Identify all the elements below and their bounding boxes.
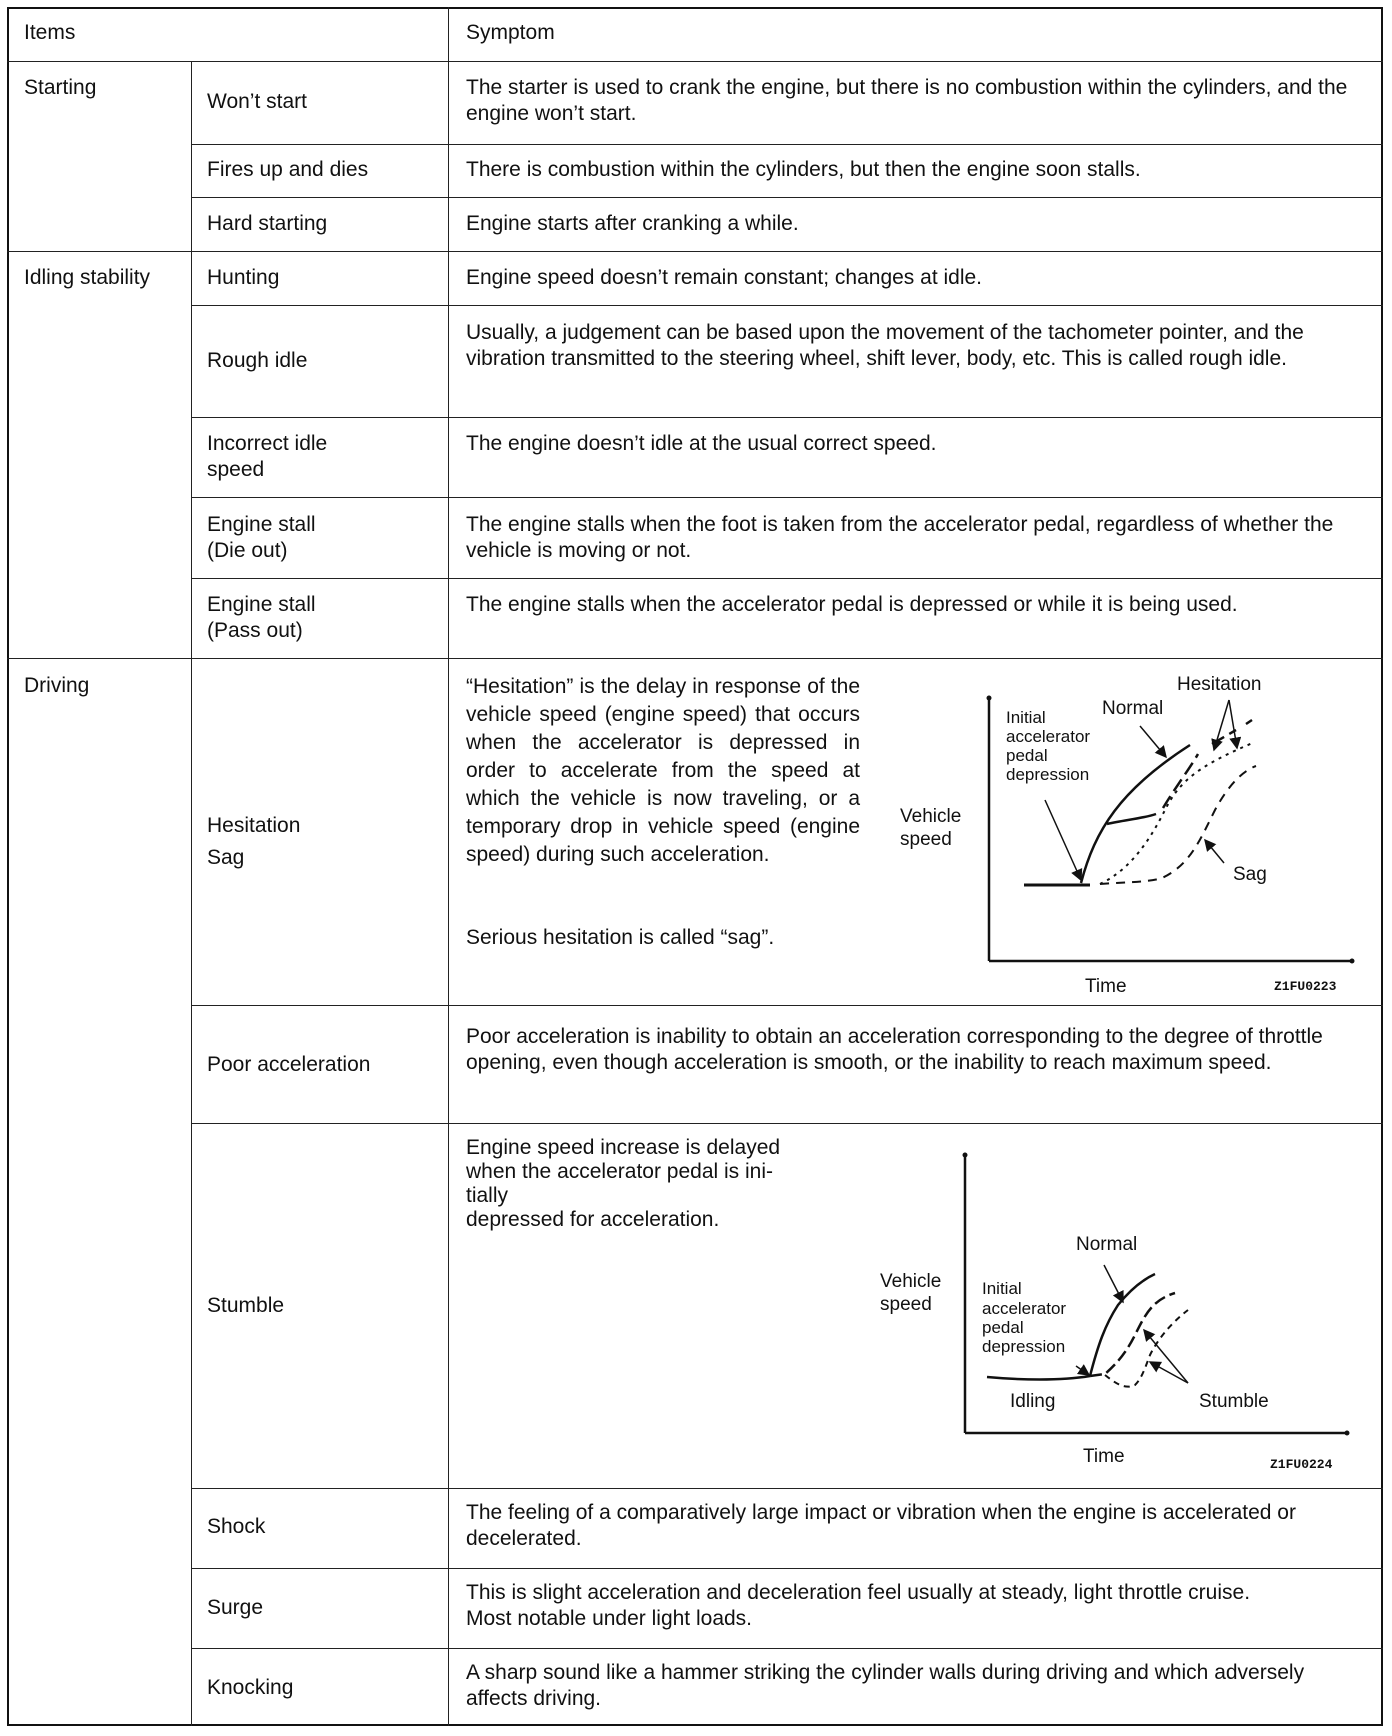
normal-label: Normal xyxy=(1102,698,1164,719)
item-wont-start: Won’t start xyxy=(207,90,307,113)
symptom-hunting: Engine speed doesn’t remain constant; changes at idle. xyxy=(466,266,983,289)
initial-label: accelerator xyxy=(1006,727,1091,746)
header-items: Items xyxy=(24,21,76,44)
hesitation-label: Hesitation xyxy=(1177,674,1262,695)
row-divider xyxy=(191,1568,1383,1569)
item-sag: Sag xyxy=(207,846,245,869)
symptom-hesitation: “Hesitation” is the delay in response of the vehicle speed (engine speed) that occurs when the accelerator is depressed in order to accelerate from the speed at which the vehicle is now traveling, or a temporary drop in vehicle speed (engine speed) during such acceleration. xyxy=(466,675,860,866)
group-label-starting: Starting xyxy=(24,76,97,99)
symptom-poor-acceleration: Poor acceleration is inability to obtain an acceleration corresponding to the degree of throttle opening, even though acceleration is smooth, or the inability to reach maximum speed. xyxy=(466,1025,1323,1074)
item-incorrect-idle-speed-line1: Incorrect idle xyxy=(207,432,328,455)
row-divider xyxy=(191,1123,1383,1124)
row-divider xyxy=(191,197,1383,198)
initial-label: accelerator xyxy=(982,1299,1067,1318)
item-shock: Shock xyxy=(207,1515,266,1538)
row-divider-header xyxy=(7,61,1383,62)
sag-label: Sag xyxy=(1233,864,1267,885)
header-symptom: Symptom xyxy=(466,21,555,44)
row-divider xyxy=(191,1488,1383,1489)
initial-label: Initial xyxy=(1006,708,1046,727)
x-axis-label: Time xyxy=(1083,1446,1125,1467)
group-label-driving: Driving xyxy=(24,674,90,697)
symptom-surge: This is slight acceleration and deceleration feel usually at steady, light throttle cruise. Most notable under light loads. xyxy=(466,1581,1251,1630)
initial-label: depression xyxy=(1006,765,1090,784)
normal-curve xyxy=(1081,745,1190,883)
symptom-engine-stall-die-out: The engine stalls when the foot is taken from the accelerator pedal, regardless of whether the vehicle is moving or not. xyxy=(466,513,1334,562)
x-axis-label: Time xyxy=(1085,976,1127,997)
symptom-stumble-line1: Engine speed increase is delayed xyxy=(466,1136,781,1159)
item-poor-acceleration: Poor acceleration xyxy=(207,1053,371,1076)
initial-label: pedal xyxy=(982,1318,1024,1337)
column-divider-items xyxy=(191,61,192,1726)
row-divider xyxy=(191,1648,1383,1649)
row-divider-group xyxy=(7,251,1383,252)
normal-curve xyxy=(1090,1274,1155,1376)
item-hunting: Hunting xyxy=(207,266,280,289)
row-divider-group xyxy=(7,658,1383,659)
idling-label: Idling xyxy=(1010,1391,1056,1412)
symptom-incorrect-idle-speed: The engine doesn’t idle at the usual correct speed. xyxy=(466,432,937,455)
initial-label: Initial xyxy=(982,1279,1022,1298)
symptom-fires-up-and-dies: There is combustion within the cylinders, but then the engine soon stalls. xyxy=(466,158,1141,181)
symptom-shock: The feeling of a comparatively large impact or vibration when the engine is accelerated or decelerated. xyxy=(466,1501,1296,1550)
y-axis-label-2: speed xyxy=(880,1294,932,1315)
figure-code: Z1FU0224 xyxy=(1270,1457,1333,1472)
row-divider xyxy=(191,305,1383,306)
item-engine-stall-die-out-line2: (Die out) xyxy=(207,539,288,562)
symptom-stumble-line2: when the accelerator pedal is ini- xyxy=(466,1160,774,1183)
symptom-engine-stall-pass-out: The engine stalls when the accelerator pedal is depressed or while it is being used. xyxy=(466,593,1238,616)
item-stumble: Stumble xyxy=(207,1294,285,1317)
hesitation-curve xyxy=(1100,742,1255,884)
item-hesitation: Hesitation xyxy=(207,814,301,837)
item-knocking: Knocking xyxy=(207,1676,294,1699)
item-incorrect-idle-speed-line2: speed xyxy=(207,458,265,481)
figure-code: Z1FU0223 xyxy=(1274,979,1337,994)
stumble-curve-delayed xyxy=(1105,1310,1188,1387)
row-divider xyxy=(191,1005,1383,1006)
y-axis-label: Vehicle xyxy=(900,806,962,827)
symptom-stumble-line4: depressed for acceleration. xyxy=(466,1208,720,1231)
hesitation-sag-diagram xyxy=(900,670,1390,1000)
item-surge: Surge xyxy=(207,1596,264,1619)
group-label-idling-stability: Idling stability xyxy=(24,266,151,289)
item-engine-stall-pass-out-line2: (Pass out) xyxy=(207,619,303,642)
symptom-stumble-line3: tially xyxy=(466,1184,509,1207)
initial-label: depression xyxy=(982,1337,1066,1356)
stumble-label: Stumble xyxy=(1199,1391,1269,1412)
initial-label: pedal xyxy=(1006,746,1048,765)
y-axis-label: Vehicle xyxy=(880,1271,942,1292)
row-divider xyxy=(191,417,1383,418)
row-divider xyxy=(191,497,1383,498)
y-axis-label-2: speed xyxy=(900,829,952,850)
item-engine-stall-die-out-line1: Engine stall xyxy=(207,513,316,536)
row-divider xyxy=(191,578,1383,579)
item-rough-idle: Rough idle xyxy=(207,349,308,372)
symptom-wont-start: The starter is used to crank the engine, but there is no combustion within the cylinders, and the engine won’t start. xyxy=(466,76,1348,125)
normal-label: Normal xyxy=(1076,1234,1138,1255)
column-divider-symptom xyxy=(448,7,449,1726)
item-fires-up-and-dies: Fires up and dies xyxy=(207,158,369,181)
symptom-rough-idle: Usually, a judgement can be based upon the movement of the tachometer pointer, and the vibration transmitted to the steering wheel, shift lever, body, etc. This is called rough idle. xyxy=(466,321,1304,370)
symptom-hesitation-note: Serious hesitation is called “sag”. xyxy=(466,926,775,949)
symptom-hard-starting: Engine starts after cranking a while. xyxy=(466,212,799,235)
symptom-knocking: A sharp sound like a hammer striking the cylinder walls during driving and which adversely affects driving. xyxy=(466,1661,1305,1710)
item-engine-stall-pass-out-line1: Engine stall xyxy=(207,593,316,616)
item-hard-starting: Hard starting xyxy=(207,212,328,235)
row-divider xyxy=(191,144,1383,145)
stumble-diagram xyxy=(880,1150,1390,1485)
